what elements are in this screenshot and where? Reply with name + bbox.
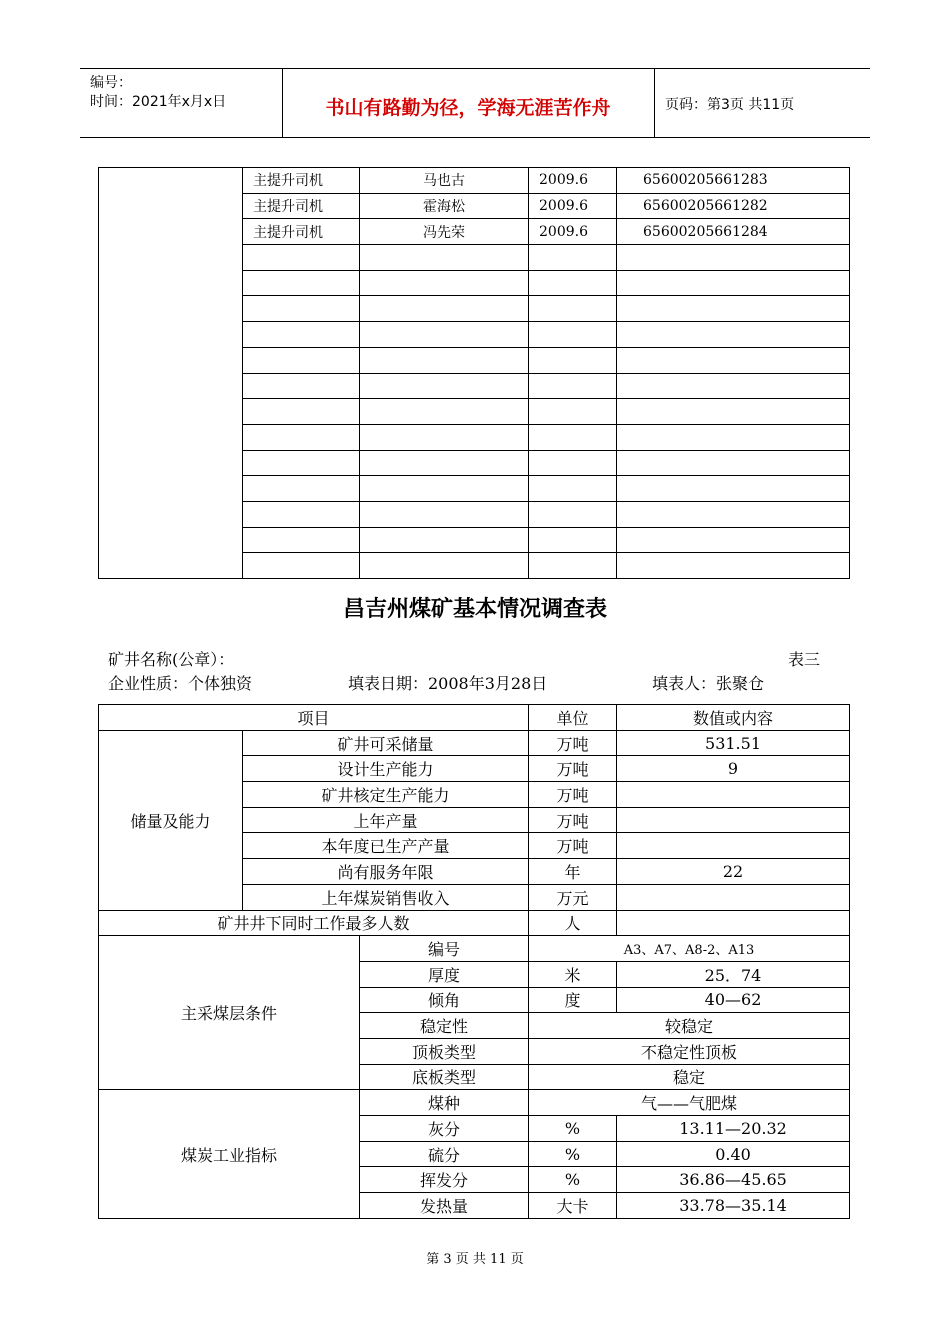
row-unit: 万吨 (529, 756, 617, 782)
row-label: 硫分 (360, 1141, 529, 1167)
header-page-cell (655, 69, 870, 137)
position-cell (243, 424, 360, 450)
certificate-cell: 65600205661284 (617, 219, 850, 245)
certificate-cell: 65600205661283 (617, 168, 850, 194)
row-value (617, 910, 850, 936)
row-label: 矿井井下同时工作最多人数 (99, 910, 529, 936)
row-label: 上年产量 (243, 807, 529, 833)
row-unit: 度 (529, 987, 617, 1013)
capacity-group-label: 储量及能力 (99, 730, 243, 910)
coal-group-label: 煤炭工业指标 (99, 1090, 360, 1218)
certificate-cell (617, 245, 850, 271)
document-header (80, 68, 870, 138)
row-value (617, 782, 850, 808)
header-value: 数值或内容 (617, 705, 850, 731)
name-cell: 冯先荣 (360, 219, 529, 245)
date-cell (529, 450, 617, 476)
certificate-cell (617, 270, 850, 296)
header-info-cell (80, 69, 283, 137)
row-label: 矿井可采储量 (243, 730, 529, 756)
position-cell (243, 450, 360, 476)
seam-group-label: 主采煤层条件 (99, 936, 360, 1090)
row-value (617, 807, 850, 833)
certificate-cell (617, 322, 850, 348)
row-unit: 年 (529, 859, 617, 885)
certificate-cell (617, 399, 850, 425)
position-cell (243, 347, 360, 373)
name-cell (360, 296, 529, 322)
row-unit: 人 (529, 910, 617, 936)
personnel-table (98, 167, 850, 579)
header-item: 项目 (99, 705, 529, 731)
row-label: 底板类型 (360, 1064, 529, 1090)
position-cell (243, 476, 360, 502)
certificate-cell: 65600205661282 (617, 193, 850, 219)
certificate-cell (617, 450, 850, 476)
certificate-cell (617, 527, 850, 553)
position-cell (243, 245, 360, 271)
certificate-cell (617, 424, 850, 450)
row-value: 25．74 (617, 961, 850, 987)
row-value: 较稳定 (529, 1013, 850, 1039)
position-cell (243, 527, 360, 553)
position-cell (243, 296, 360, 322)
name-cell (360, 450, 529, 476)
time-label: 时间：2021年x月x日 (90, 94, 227, 110)
row-unit: 万元 (529, 884, 617, 910)
row-value: A3、A7、A8-2、A13 (529, 936, 850, 962)
name-cell: 马也古 (360, 168, 529, 194)
position-cell (243, 553, 360, 579)
date-cell (529, 373, 617, 399)
row-value (617, 833, 850, 859)
row-unit: 大卡 (529, 1193, 617, 1219)
row-value: 13.11—20.32 (617, 1116, 850, 1142)
group-cell (99, 168, 243, 579)
certificate-cell (617, 501, 850, 527)
row-value: 40—62 (617, 987, 850, 1013)
page-footer: 第 3 页 共 11 页 (426, 1252, 524, 1267)
row-label: 煤种 (360, 1090, 529, 1116)
name-cell: 霍海松 (360, 193, 529, 219)
position-cell: 主提升司机 (243, 168, 360, 194)
row-unit: 米 (529, 961, 617, 987)
name-cell (360, 527, 529, 553)
date-cell (529, 476, 617, 502)
name-cell (360, 322, 529, 348)
row-label: 矿井核定生产能力 (243, 782, 529, 808)
certificate-cell (617, 373, 850, 399)
row-value: 33.78—35.14 (617, 1193, 850, 1219)
page-label: 页码：第3页 共11页 (665, 97, 795, 113)
row-unit: % (529, 1141, 617, 1167)
survey-table (98, 704, 850, 1219)
position-cell (243, 399, 360, 425)
row-label: 顶板类型 (360, 1038, 529, 1064)
name-cell (360, 245, 529, 271)
date-cell (529, 270, 617, 296)
row-label: 挥发分 (360, 1167, 529, 1193)
row-label: 发热量 (360, 1193, 529, 1219)
name-cell (360, 347, 529, 373)
row-unit: 万吨 (529, 833, 617, 859)
row-value: 稳定 (529, 1064, 850, 1090)
number-label: 编号： (90, 75, 132, 91)
date-cell: 2009.6 (529, 193, 617, 219)
header-unit: 单位 (529, 705, 617, 731)
date-cell (529, 399, 617, 425)
table-row (99, 1090, 850, 1116)
position-cell (243, 501, 360, 527)
row-label: 本年度已生产产量 (243, 833, 529, 859)
row-label: 编号 (360, 936, 529, 962)
row-unit: 万吨 (529, 730, 617, 756)
date-cell (529, 501, 617, 527)
survey-title: 昌吉州煤矿基本情况调查表 (342, 597, 607, 622)
date-cell (529, 347, 617, 373)
fill-date: 填表日期：2008年3月28日 (348, 674, 548, 693)
enterprise-nature: 企业性质：个体独资 (108, 674, 253, 693)
header-motto-cell (282, 69, 655, 137)
certificate-cell (617, 347, 850, 373)
certificate-cell (617, 296, 850, 322)
row-label: 灰分 (360, 1116, 529, 1142)
row-value: 36.86—45.65 (617, 1167, 850, 1193)
filler: 填表人：张聚仓 (652, 674, 765, 693)
row-value: 22 (617, 859, 850, 885)
table-row (99, 168, 850, 194)
name-cell (360, 501, 529, 527)
name-cell (360, 553, 529, 579)
table-number: 表三 (788, 650, 821, 669)
date-cell (529, 322, 617, 348)
position-cell (243, 270, 360, 296)
mine-name-label: 矿井名称(公章）： (108, 650, 235, 669)
row-label: 设计生产能力 (243, 756, 529, 782)
date-cell (529, 245, 617, 271)
position-cell (243, 322, 360, 348)
name-cell (360, 476, 529, 502)
date-cell (529, 527, 617, 553)
row-label: 厚度 (360, 961, 529, 987)
row-label: 倾角 (360, 987, 529, 1013)
date-cell (529, 296, 617, 322)
row-unit: 万吨 (529, 807, 617, 833)
position-cell: 主提升司机 (243, 219, 360, 245)
row-label: 稳定性 (360, 1013, 529, 1039)
row-unit: 万吨 (529, 782, 617, 808)
row-label: 尚有服务年限 (243, 859, 529, 885)
row-value: 0.40 (617, 1141, 850, 1167)
date-cell: 2009.6 (529, 219, 617, 245)
position-cell (243, 373, 360, 399)
date-cell (529, 553, 617, 579)
name-cell (360, 399, 529, 425)
row-unit: % (529, 1116, 617, 1142)
name-cell (360, 424, 529, 450)
certificate-cell (617, 476, 850, 502)
row-value: 气——气肥煤 (529, 1090, 850, 1116)
motto: 书山有路勤为径，学海无涯苦作舟 (325, 97, 611, 119)
date-cell (529, 424, 617, 450)
row-value: 9 (617, 756, 850, 782)
certificate-cell (617, 553, 850, 579)
row-unit: % (529, 1167, 617, 1193)
row-value (617, 884, 850, 910)
position-cell: 主提升司机 (243, 193, 360, 219)
date-cell: 2009.6 (529, 168, 617, 194)
row-label: 上年煤炭销售收入 (243, 884, 529, 910)
table-row (99, 910, 850, 936)
table-row (99, 936, 850, 962)
row-value: 不稳定性顶板 (529, 1038, 850, 1064)
name-cell (360, 270, 529, 296)
row-value: 531.51 (617, 730, 850, 756)
name-cell (360, 373, 529, 399)
table-row (99, 730, 850, 756)
table-header-row (99, 705, 850, 731)
